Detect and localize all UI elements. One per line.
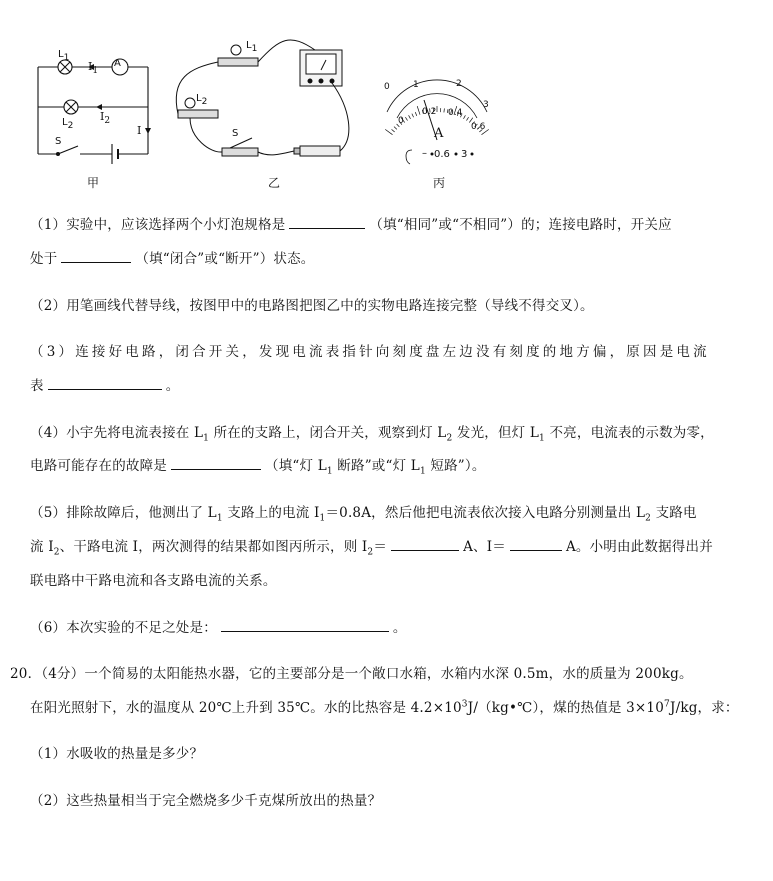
label-I2: $I_2$ [100, 110, 111, 127]
dial-tick-mark [412, 114, 414, 118]
dial-tick-mark [409, 115, 411, 119]
terminal-0.6: 0.6 [434, 149, 450, 160]
dial-tick-mark [444, 108, 445, 112]
p20-sub2: （2）这些热量相当于完全燃烧多少千克煤所放出的热量？ [30, 793, 382, 809]
label-I1: $I_1$ [88, 60, 99, 77]
q5-blank-I[interactable] [510, 536, 562, 551]
q1-blank-2[interactable] [61, 248, 131, 263]
q5-blank-I2[interactable] [391, 536, 459, 551]
q1-line1: （1）实验中，应该选择两个小灯泡规格是 （填“相同”或“不相同”）的；连接电路时，开关应 [30, 213, 672, 233]
label-L2-yi: $L_2$ [196, 93, 208, 107]
label-L1-yi: $L_1$ [246, 40, 258, 54]
dial-tick-3: 3 [483, 100, 489, 110]
dial-tick-1: 1 [413, 80, 419, 90]
dial-unit-A: A [434, 126, 444, 141]
p20-line2: 在阳光照射下，水的温度从 20℃上升到 35℃。水的比热容是 $4.2\times 10^3J/(kg•℃)$，煤的热值是 $3\times 10^7J/kg$，求： [30, 699, 739, 716]
q1-blank-1[interactable] [289, 214, 365, 229]
q1-line2: 处于 （填“闭合”或“断开”）状态。 [30, 247, 315, 267]
dial-tick-mark [394, 127, 397, 130]
p20-line1: 20．（4分）一个简易的太阳能热水器，它的主要部分是一个敞口水箱，水箱内水深 0.5m，水的质量为 200kg。 [10, 666, 693, 682]
q3-blank[interactable] [48, 375, 162, 390]
q5-line2: 流 $I_2$、干路电流 I，两次测得的结果都如图丙所示，则 $I_2= A$、I＝ A。小明由此数据得出并 [30, 535, 713, 558]
p20-sub1: （1）水吸收的热量是多少？ [30, 746, 204, 762]
q4-line2: 电路可能存在的故障是 （填“灯 $L_1$ 断路”或“灯 $L_1$ 短路”）。 [30, 454, 486, 477]
q3-line2: 表 。 [30, 374, 179, 394]
q4-blank[interactable] [171, 455, 261, 470]
q2-line: （2）用笔画线代替导线，按图甲中的电路图把图乙中的实物电路连接完整（导线不得交叉）。 [30, 298, 594, 314]
q4-line1: （4）小宇先将电流表接在 $L_1$ 所在的支路上，闭合开关，观察到灯 $L_2$ 发光，但灯 $L_1$ 不亮，电流表的示数为零， [30, 425, 714, 444]
q6-blank[interactable] [221, 617, 389, 632]
caption-bing: 丙 [433, 176, 446, 190]
q6-line: （6）本次实验的不足之处是： 。 [30, 616, 407, 636]
dial-tick-mark [385, 129, 392, 134]
terminal-3: 3 [461, 149, 468, 160]
label-L1: $L_1$ [58, 49, 70, 63]
dial-tick-mark [466, 117, 468, 120]
caption-yi: 乙 [268, 176, 281, 190]
label-I: I [137, 124, 142, 137]
caption-jia: 甲 [87, 176, 100, 190]
q5-line1: （5）排除故障后，他测出了 $L_1$ 支路上的电流 $I_1=0.8A$，然后他把电流表依次接入电路分别测量出 $L_2$ 支路电 [30, 505, 697, 524]
dial-tick-mark [415, 112, 416, 116]
dial-tick-0-bottom: 0 [398, 116, 404, 126]
dial-tick-mark [392, 129, 395, 132]
q3-line1: （3）连接好电路，闭合开关，发现电流表指针向刻度盘左边没有刻度的地方偏，原因是电流 [30, 344, 710, 360]
terminal-minus: – [422, 148, 427, 159]
dial-tick-mark [463, 115, 465, 119]
dial-tick-0-top: 0 [384, 82, 390, 92]
dial-tick-0.4: 0.4 [448, 108, 463, 118]
dial-tick-0.6: 0.6 [471, 122, 486, 132]
q5-line3: 联电路中干路电流和各支路电流的关系。 [30, 573, 277, 589]
label-ammeter-A: A [114, 58, 121, 69]
label-L2: $L_2$ [62, 117, 74, 131]
label-S-jia: S [55, 136, 62, 147]
dial-tick-mark [405, 117, 407, 120]
label-S-yi: S [232, 128, 239, 139]
dial-tick-0.2: 0.2 [422, 107, 437, 117]
dial-tick-mark [417, 106, 420, 115]
dial-tick-2: 2 [456, 79, 462, 89]
